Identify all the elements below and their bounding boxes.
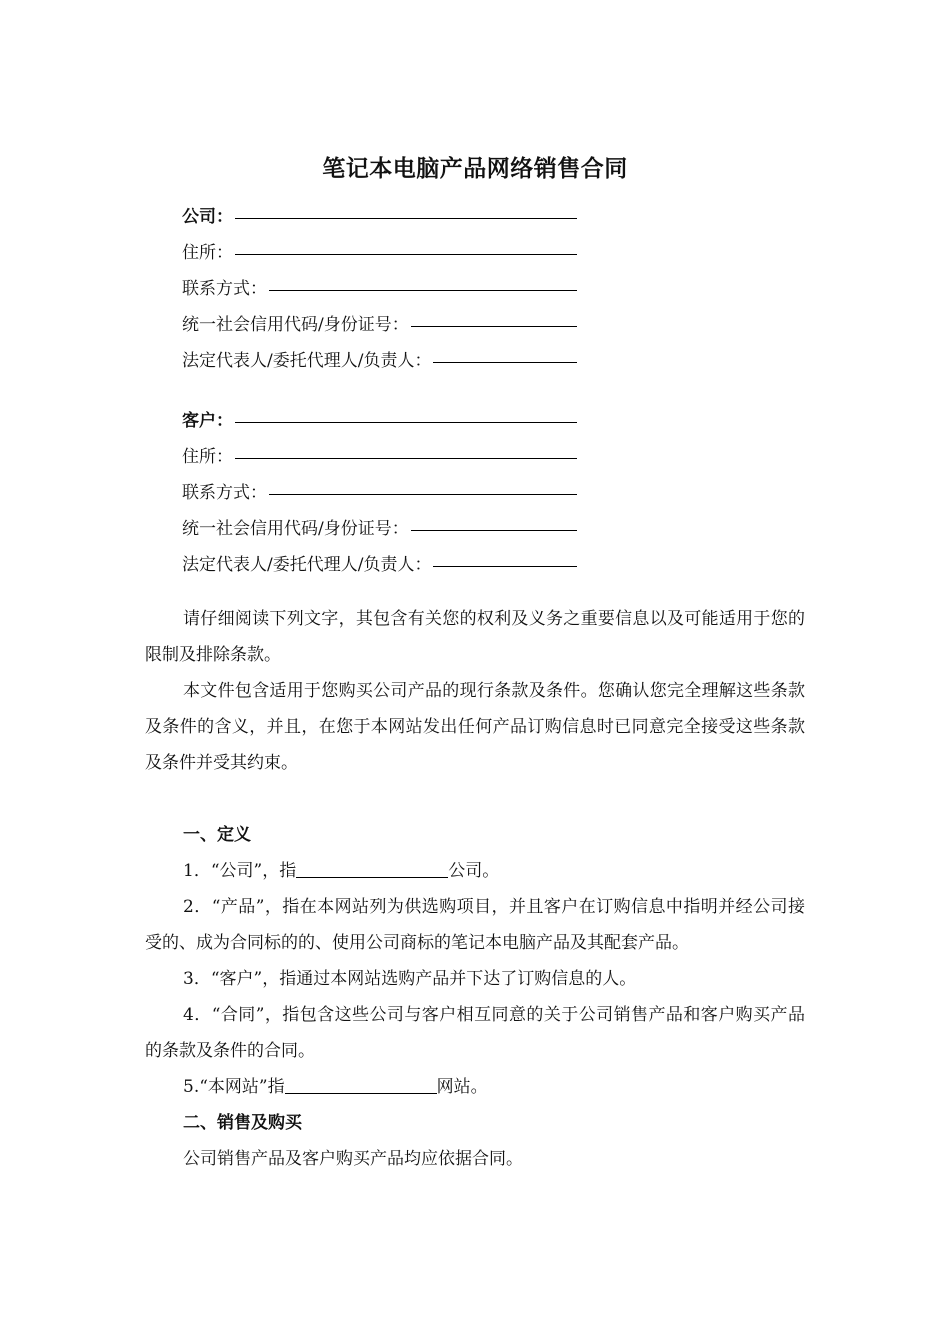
section-2-heading: 二、销售及购买 [183, 1113, 302, 1133]
definition-item-2: 2．“产品”，指在本网站列为供选购项目，并且客户在订购信息中指明并经公司接受的、成为合同标的的、使用公司商标的笔记本电脑产品及其配套产品。 [145, 897, 805, 953]
customer-contact-field [182, 467, 577, 503]
section-2-paragraph: 公司销售产品及客户购买产品均应依据合同。 [183, 1149, 523, 1169]
intro-paragraph-1: 请仔细阅读下列文字，其包含有关您的权利及义务之重要信息以及可能适用于您的限制及排除条款。 [145, 609, 805, 665]
customer-rep-blank[interactable] [433, 566, 577, 567]
company-field [182, 191, 577, 227]
company-contact-blank[interactable] [269, 290, 577, 291]
definition-1-text: 1．“公司”，指 [183, 861, 297, 881]
company-credit-code-field [182, 299, 577, 335]
credit-code-label: 统一社会信用代码/身份证号： [182, 519, 409, 539]
customer-field [182, 395, 577, 431]
company-name-blank[interactable] [296, 857, 448, 878]
definition-item-5 [145, 1069, 805, 1105]
company-rep-field [182, 335, 577, 371]
customer-address-blank[interactable] [235, 458, 577, 459]
company-label: 公司： [182, 207, 233, 227]
intro-paragraph-2: 本文件包含适用于您购买公司产品的现行条款及条件。您确认您完全理解这些条款及条件的含义，并且，在您于本网站发出任何产品订购信息时已同意完全接受这些条款及条件并受其约束。 [145, 681, 805, 773]
customer-credit-code-field [182, 503, 577, 539]
customer-rep-field [182, 539, 577, 575]
document-title: 笔记本电脑产品网络销售合同 [322, 156, 628, 182]
customer-label: 客户： [182, 411, 233, 431]
customer-credit-code-blank[interactable] [411, 530, 577, 531]
address-label: 住所： [182, 447, 233, 467]
contract-body [145, 601, 805, 1177]
company-address-blank[interactable] [235, 254, 577, 255]
company-contact-field [182, 263, 577, 299]
party-a-block [182, 191, 577, 371]
customer-address-field [182, 431, 577, 467]
contact-label: 联系方式： [182, 483, 267, 503]
company-rep-blank[interactable] [433, 362, 577, 363]
company-credit-code-blank[interactable] [411, 326, 577, 327]
company-blank[interactable] [235, 218, 577, 219]
definition-5-text: 5.“本网站”指 [183, 1077, 285, 1097]
section-1-heading: 一、定义 [183, 825, 251, 845]
customer-blank[interactable] [235, 422, 577, 423]
definition-5-suffix: 网站。 [436, 1077, 488, 1097]
company-address-field [182, 227, 577, 263]
rep-label: 法定代表人/委托代理人/负责人： [182, 555, 432, 575]
definition-item-3: 3．“客户”，指通过本网站选购产品并下达了订购信息的人。 [183, 969, 637, 989]
website-name-blank[interactable] [285, 1073, 437, 1094]
definition-item-4: 4．“合同”，指包含这些公司与客户相互同意的关于公司销售产品和客户购买产品的条款及条件的合同。 [145, 1005, 805, 1061]
contact-label: 联系方式： [182, 279, 267, 299]
credit-code-label: 统一社会信用代码/身份证号： [182, 315, 409, 335]
customer-contact-blank[interactable] [269, 494, 577, 495]
address-label: 住所： [182, 243, 233, 263]
definition-item-1 [145, 853, 805, 889]
rep-label: 法定代表人/委托代理人/负责人： [182, 351, 432, 371]
party-b-block [182, 395, 577, 575]
definition-1-suffix: 公司。 [448, 861, 500, 881]
